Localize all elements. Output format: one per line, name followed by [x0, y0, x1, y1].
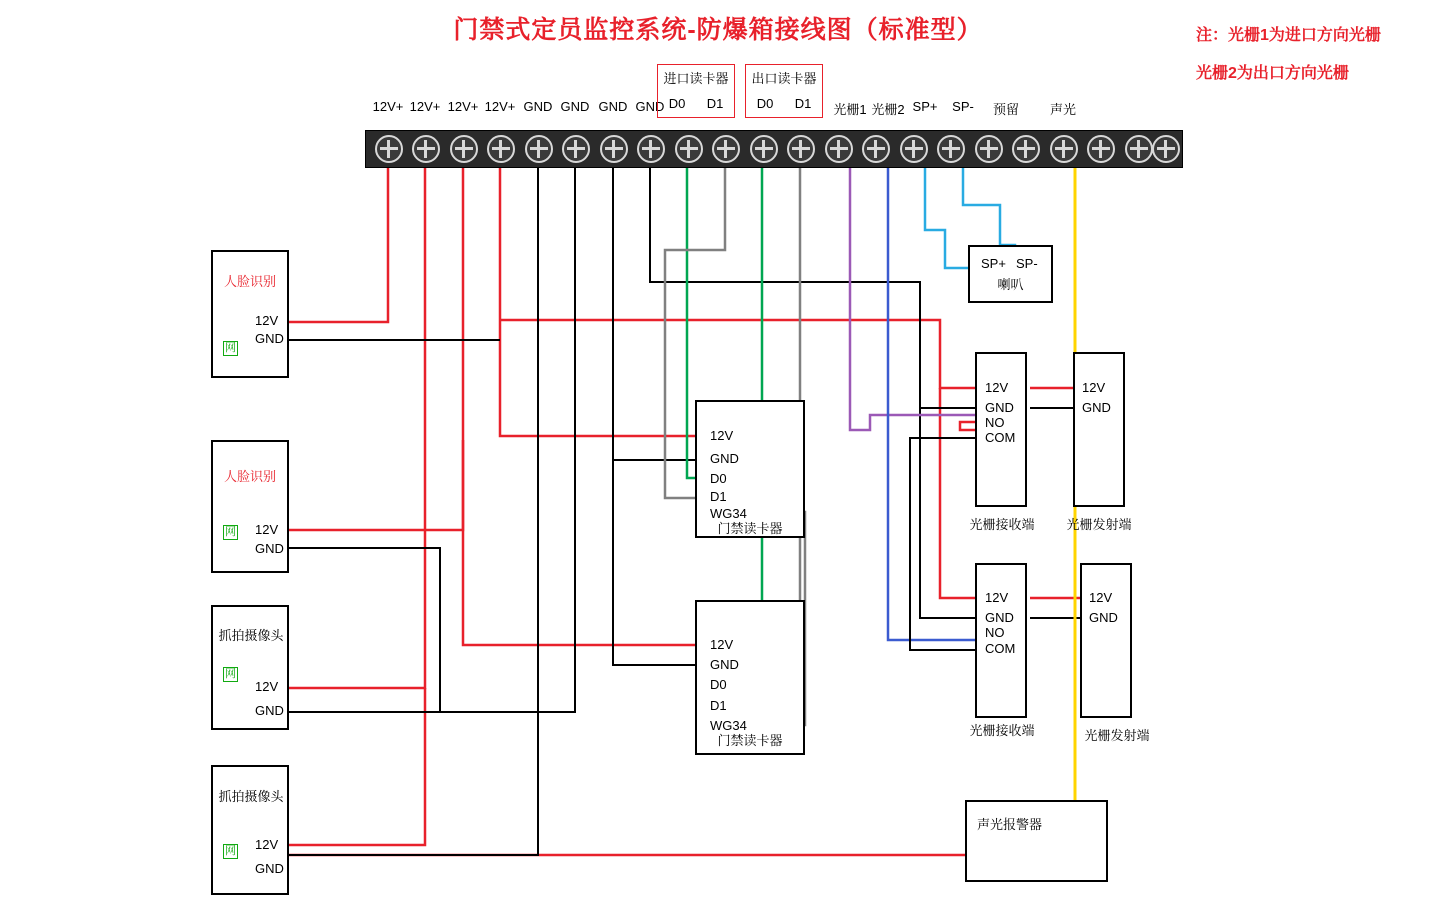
grating-receiver-2-pin-gnd: GND: [985, 610, 1014, 625]
device-grating-receiver-2-label: 光栅接收端: [969, 723, 1035, 738]
grating-receiver-1-pin-12v: 12V: [985, 380, 1009, 395]
device-access-card-reader-1-label: 门禁读卡器: [717, 521, 783, 536]
face-recognition-1-pin-gnd: GND: [255, 331, 284, 346]
face-recognition-2-pin-12v: 12V: [255, 522, 279, 537]
grating-transmitter-2-pin-12v: 12V: [1089, 590, 1113, 605]
terminal-label-17: 预留: [992, 102, 1019, 117]
terminal-screw-20[interactable]: [1087, 135, 1115, 163]
network-icon-2: 网: [225, 526, 236, 538]
capture-camera-2-pin-12v: 12V: [255, 837, 279, 852]
device-capture-camera-2-label: 抓拍摄像头: [218, 789, 284, 804]
entry-reader-d0: D0: [668, 96, 686, 111]
network-icon-1: 网: [225, 342, 236, 354]
device-sound-light-alarm-label: 声光报警器: [977, 817, 1043, 832]
grating-receiver-1-pin-no: NO: [985, 415, 1005, 430]
capture-camera-1-pin-12v: 12V: [255, 679, 279, 694]
terminal-label-14: 光栅2: [871, 102, 905, 117]
capture-camera-1-pin-gnd: GND: [255, 703, 284, 718]
terminal-screw-3[interactable]: [450, 135, 478, 163]
reader-2-pin-wg34: WG34: [710, 718, 747, 733]
terminal-label-4: 12V+: [484, 99, 516, 114]
device-access-card-reader-2-label: 门禁读卡器: [717, 733, 783, 748]
device-speaker-label: 喇叭: [997, 277, 1024, 292]
terminal-screw-11[interactable]: [750, 135, 778, 163]
reader-1-pin-wg34: WG34: [710, 506, 747, 521]
terminal-screw-16[interactable]: [937, 135, 965, 163]
note-line-1: 注：光栅1为进口方向光栅: [1196, 27, 1381, 44]
exit-reader-title: 出口读卡器: [751, 71, 817, 86]
exit-reader-d1: D1: [794, 96, 812, 111]
terminal-label-6: GND: [560, 99, 590, 114]
terminal-screw-12[interactable]: [787, 135, 815, 163]
terminal-screw-1[interactable]: [375, 135, 403, 163]
terminal-label-1: 12V+: [372, 99, 404, 114]
grating-transmitter-2-pin-gnd: GND: [1089, 610, 1118, 625]
terminal-screw-15[interactable]: [900, 135, 928, 163]
device-capture-camera-1-label: 抓拍摄像头: [218, 628, 284, 643]
entry-reader-title: 进口读卡器: [663, 71, 729, 86]
device-sound-light-alarm[interactable]: [965, 800, 1108, 882]
capture-camera-2-pin-gnd: GND: [255, 861, 284, 876]
face-recognition-1-pin-12v: 12V: [255, 313, 279, 328]
grating-receiver-2-pin-no: NO: [985, 625, 1005, 640]
terminal-screw-14[interactable]: [862, 135, 890, 163]
speaker-pin-sp-plus: SP+: [981, 256, 1006, 271]
terminal-screw-17[interactable]: [975, 135, 1003, 163]
terminal-screw-18[interactable]: [1012, 135, 1040, 163]
terminal-label-8: GND: [635, 99, 665, 114]
grating-receiver-2-pin-com: COM: [985, 641, 1016, 656]
terminal-screw-4[interactable]: [487, 135, 515, 163]
terminal-screw-5[interactable]: [525, 135, 553, 163]
device-grating-transmitter-1-label: 光栅发射端: [1066, 517, 1132, 532]
reader-2-pin-d0: D0: [710, 677, 727, 692]
reader-1-pin-d0: D0: [710, 471, 727, 486]
terminal-label-13: 光栅1: [833, 102, 867, 117]
reader-1-pin-d1: D1: [710, 489, 727, 504]
reader-1-pin-gnd: GND: [710, 451, 739, 466]
terminal-screw-2[interactable]: [412, 135, 440, 163]
speaker-pin-sp-minus: SP-: [1016, 256, 1038, 271]
reader-1-pin-12v: 12V: [710, 428, 734, 443]
grating-transmitter-1-pin-12v: 12V: [1082, 380, 1106, 395]
network-icon-4: 网: [225, 845, 236, 857]
terminal-strip[interactable]: [365, 130, 1183, 168]
grating-receiver-1-pin-gnd: GND: [985, 400, 1014, 415]
network-icon-3: 网: [225, 668, 236, 680]
grating-receiver-2-pin-12v: 12V: [985, 590, 1009, 605]
reader-2-pin-12v: 12V: [710, 637, 734, 652]
exit-reader-terminal-group: [745, 64, 823, 118]
terminal-label-2: 12V+: [409, 99, 441, 114]
note-line-2: 光栅2为出口方向光栅: [1196, 65, 1349, 82]
terminal-label-18: 声光: [1049, 102, 1076, 117]
terminal-label-7: GND: [598, 99, 628, 114]
reader-2-pin-d1: D1: [710, 698, 727, 713]
terminal-label-16: SP-: [952, 99, 974, 114]
device-grating-transmitter-1[interactable]: [1073, 352, 1125, 507]
terminal-screw-8[interactable]: [637, 135, 665, 163]
terminal-screw-6[interactable]: [562, 135, 590, 163]
entry-reader-terminal-group: [657, 64, 735, 118]
exit-reader-d0: D0: [756, 96, 774, 111]
page-title: 门禁式定员监控系统-防爆箱接线图（标准型）: [453, 16, 983, 44]
reader-2-pin-gnd: GND: [710, 657, 739, 672]
device-grating-receiver-1-label: 光栅接收端: [969, 517, 1035, 532]
grating-receiver-1-pin-com: COM: [985, 430, 1016, 445]
terminal-screw-9[interactable]: [675, 135, 703, 163]
terminal-screw-13[interactable]: [825, 135, 853, 163]
terminal-screw-7[interactable]: [600, 135, 628, 163]
terminal-label-3: 12V+: [447, 99, 479, 114]
terminal-screw-10[interactable]: [712, 135, 740, 163]
face-recognition-2-pin-gnd: GND: [255, 541, 284, 556]
terminal-screw-19[interactable]: [1050, 135, 1078, 163]
terminal-label-15: SP+: [912, 99, 938, 114]
device-face-recognition-2-label: 人脸识别: [223, 469, 276, 484]
device-grating-transmitter-2-label: 光栅发射端: [1084, 728, 1150, 743]
entry-reader-d1: D1: [706, 96, 724, 111]
device-grating-transmitter-2[interactable]: [1080, 563, 1132, 718]
grating-transmitter-1-pin-gnd: GND: [1082, 400, 1111, 415]
terminal-screw-21[interactable]: [1125, 135, 1153, 163]
terminal-label-5: GND: [523, 99, 553, 114]
device-face-recognition-1-label: 人脸识别: [223, 274, 276, 289]
terminal-screw-22[interactable]: [1152, 135, 1180, 163]
